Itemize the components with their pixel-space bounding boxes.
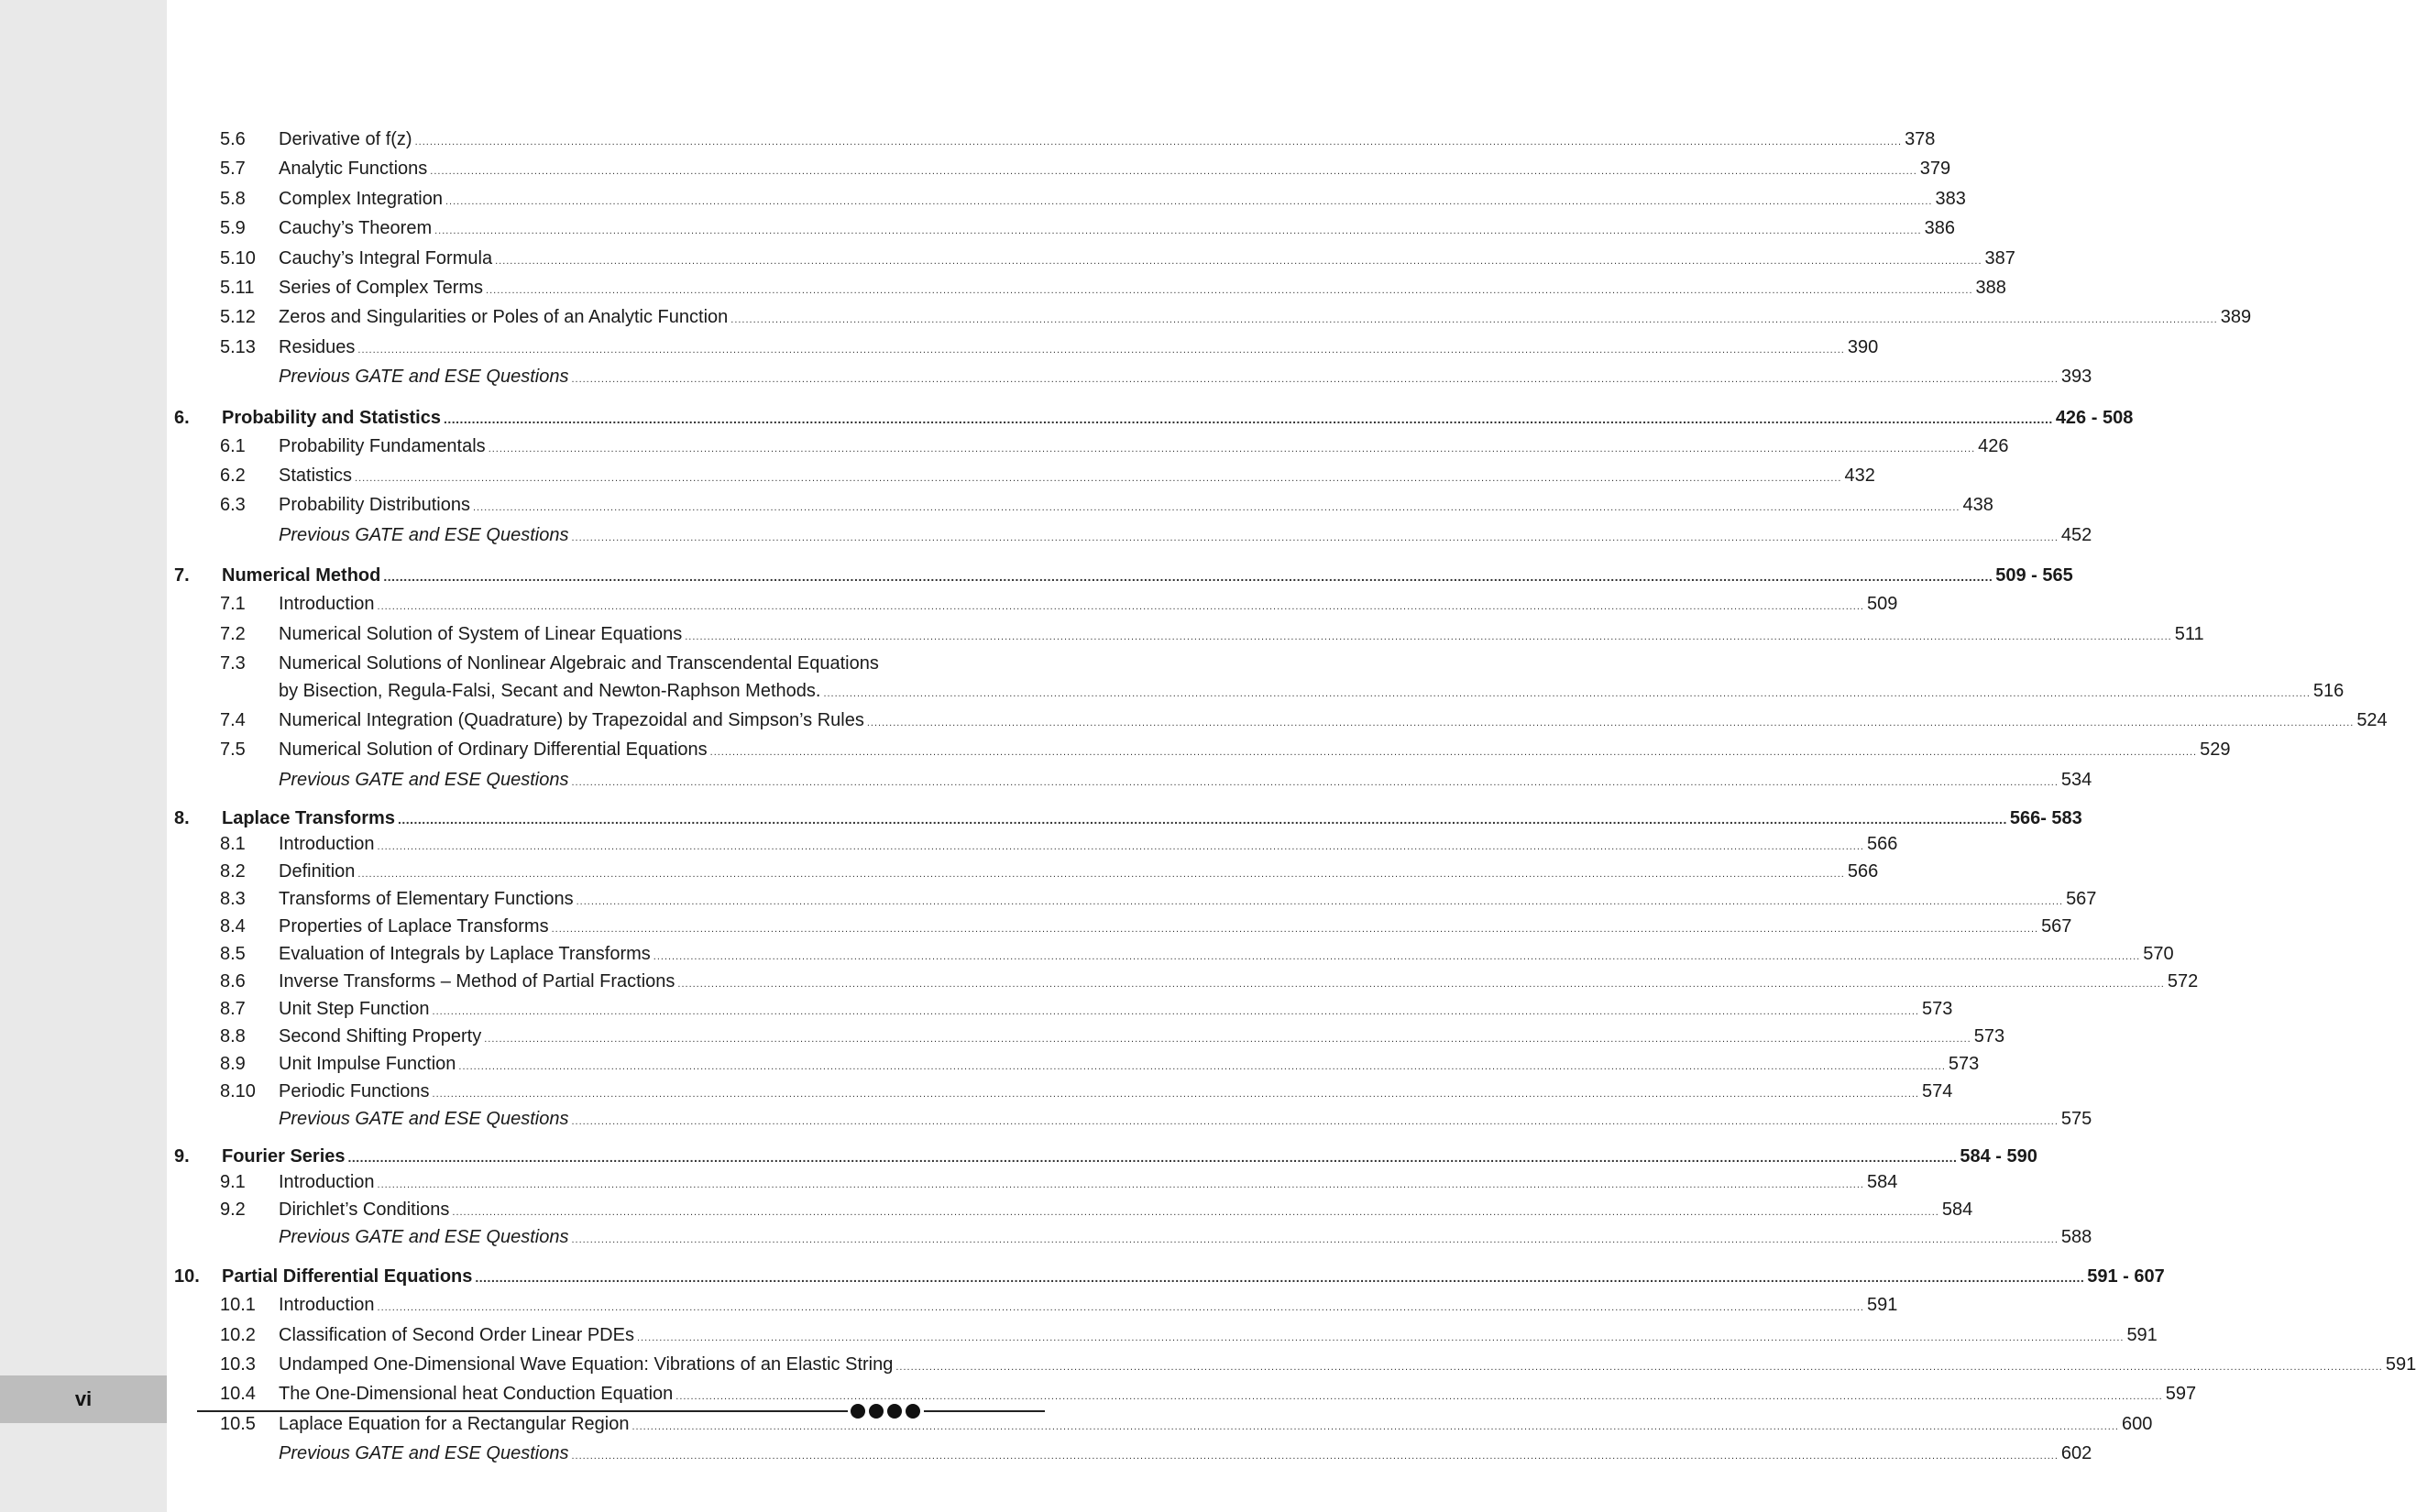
- section-title: Residues: [279, 336, 356, 357]
- section-number: 10.5: [220, 1413, 256, 1434]
- dot-leader: ................................................................................................................................................................................................................................................................................................................................................................................................................: [484, 1034, 1971, 1046]
- chapter-6: [174, 404, 2134, 553]
- toc-section-entry: [174, 1052, 1980, 1079]
- toc-section-entry: [174, 275, 2006, 304]
- section-title: Periodic Functions: [279, 1081, 430, 1102]
- previous-questions-entry: [174, 364, 2092, 393]
- section-number: 7.5: [220, 740, 246, 761]
- dot-leader: ................................................................................................................................................................................................................................................................................................................................................................................................................: [551, 924, 2039, 936]
- section-number: 6.2: [220, 466, 246, 487]
- section-title: Laplace Equation for a Rectangular Region: [279, 1413, 630, 1434]
- dot-leader: ................................................................................................................................................................................................................................................................................................................................................................................................................: [653, 951, 2141, 963]
- section-page: 567: [2066, 889, 2097, 910]
- previous-questions-entry: [174, 1441, 2092, 1470]
- section-number: 10.4: [220, 1384, 256, 1405]
- dot-leader: ................................................................................................................................................................................................................................................................................................................................................................................................................: [430, 166, 1917, 178]
- toc-section-entry: [174, 126, 1936, 156]
- footer-rule-left: [197, 1410, 848, 1412]
- section-number: 10.1: [220, 1295, 256, 1316]
- chapter-page-range: 566- 583: [2009, 808, 2082, 829]
- toc-section-entry: [174, 1381, 2197, 1410]
- chapter-7: [174, 562, 2388, 796]
- section-number: 9.2: [220, 1200, 246, 1221]
- section-page: 591: [2385, 1353, 2416, 1375]
- previous-questions-entry: [174, 522, 2092, 552]
- section-page: 524: [2356, 709, 2388, 730]
- toc-section-entry: [174, 246, 2015, 275]
- section-page: 386: [1924, 218, 1955, 239]
- dot-leader: ................................................................................................................................................................................................................................................................................................................................................................................................................: [685, 630, 2172, 642]
- dot-leader: ................................................................................................................................................................................................................................................................................................................................................................................................................: [347, 1150, 1958, 1166]
- section-title: Introduction: [279, 1295, 375, 1316]
- section-number: 6.1: [220, 435, 246, 456]
- section-page: 426: [1978, 435, 2009, 456]
- toc-chapter-entry: [174, 806, 2082, 832]
- dot-leader: ................................................................................................................................................................................................................................................................................................................................................................................................................: [357, 869, 1845, 881]
- section-title: Previous GATE and ESE Questions: [279, 524, 569, 545]
- toc-section-entry: [174, 591, 1898, 620]
- section-number: 5.8: [220, 188, 246, 209]
- section-page: 602: [2060, 1443, 2092, 1464]
- previous-questions-entry: [174, 1107, 2092, 1134]
- chapter-number: 8.: [174, 808, 190, 829]
- section-number: 8.4: [220, 916, 246, 937]
- chapter-title: Numerical Method: [222, 565, 381, 586]
- section-number: 7.1: [220, 594, 246, 615]
- toc-section-entry: [174, 970, 2199, 997]
- toc-chapter-entry: [174, 562, 2073, 591]
- section-title-continued: by Bisection, Regula-Falsi, Secant and Newton-Raphson Methods.: [279, 680, 821, 701]
- toc-section-entry: [174, 651, 2345, 707]
- dot-leader: ................................................................................................................................................................................................................................................................................................................................................................................................................: [397, 812, 2007, 827]
- section-number: 5.9: [220, 218, 246, 239]
- section-page: 588: [2060, 1227, 2092, 1248]
- chapter-page-range: 509 - 565: [1995, 565, 2073, 586]
- section-page: 393: [2060, 367, 2092, 388]
- section-number: 10.2: [220, 1324, 256, 1345]
- section-page: 516: [2312, 680, 2345, 701]
- chapter-title: Partial Differential Equations: [222, 1266, 473, 1287]
- section-page: 573: [1973, 1026, 2005, 1047]
- toc-section-entry: [174, 915, 2072, 942]
- footer-dot: [851, 1404, 865, 1419]
- section-number: 8.8: [220, 1026, 246, 1047]
- dot-leader: ................................................................................................................................................................................................................................................................................................................................................................................................................: [452, 1207, 1939, 1219]
- dot-leader: ................................................................................................................................................................................................................................................................................................................................................................................................................: [434, 225, 1922, 237]
- section-title: Probability Fundamentals: [279, 435, 486, 456]
- section-title-line2: [279, 678, 2344, 707]
- chapter-title: Fourier Series: [222, 1146, 346, 1167]
- toc-section-entry: [174, 621, 2204, 651]
- toc-section-entry: [174, 997, 1953, 1024]
- footer-ornament: [851, 1402, 920, 1420]
- dot-leader: ................................................................................................................................................................................................................................................................................................................................................................................................................: [443, 411, 2053, 426]
- dot-leader: ................................................................................................................................................................................................................................................................................................................................................................................................................: [571, 531, 2059, 543]
- section-number: 8.6: [220, 971, 246, 992]
- section-title: Introduction: [279, 594, 375, 615]
- dot-leader: ................................................................................................................................................................................................................................................................................................................................................................................................................: [445, 195, 1933, 207]
- toc-section-entry: [174, 1352, 2416, 1381]
- chapter-page-range: 584 - 590: [1960, 1146, 2037, 1167]
- section-title: Transforms of Elementary Functions: [279, 889, 574, 910]
- section-page: 567: [2041, 916, 2072, 937]
- chapter-number: 10.: [174, 1266, 200, 1287]
- toc-section-entry: [174, 492, 1993, 521]
- section-title: Probability Distributions: [279, 495, 470, 516]
- footer-dot: [887, 1404, 902, 1419]
- section-title: Derivative of f(z): [279, 129, 412, 149]
- section-number: 9.1: [220, 1172, 246, 1193]
- section-page: 570: [2143, 944, 2174, 965]
- toc-chapter-entry: [174, 1263, 2165, 1292]
- dot-leader: ................................................................................................................................................................................................................................................................................................................................................................................................................: [488, 443, 1976, 455]
- toc-section-entry: [174, 304, 2252, 334]
- section-number: 7.4: [220, 709, 246, 730]
- section-number: 8.3: [220, 889, 246, 910]
- section-title: Numerical Solution of System of Linear Equations: [279, 623, 683, 644]
- section-page: 575: [2060, 1109, 2092, 1130]
- section-page: 438: [1962, 495, 1993, 516]
- section-title: Numerical Solutions of Nonlinear Algebraic and Transcendental Equations: [279, 653, 879, 674]
- chapter-title: Probability and Statistics: [222, 407, 441, 428]
- section-title: Previous GATE and ESE Questions: [279, 1443, 569, 1464]
- section-number: 6.3: [220, 495, 246, 516]
- chapter-9: [174, 1145, 2092, 1253]
- chapter-number: 9.: [174, 1146, 190, 1167]
- section-number: 5.6: [220, 129, 246, 149]
- dot-leader: ................................................................................................................................................................................................................................................................................................................................................................................................................: [377, 841, 1864, 853]
- section-number: 8.5: [220, 944, 246, 965]
- dot-leader: ................................................................................................................................................................................................................................................................................................................................................................................................................: [355, 473, 1842, 485]
- section-title: Definition: [279, 861, 356, 882]
- chapter-8: [174, 806, 2199, 1134]
- section-title: Numerical Integration (Quadrature) by Trapezoidal and Simpson’s Rules: [279, 709, 864, 730]
- dot-leader: ................................................................................................................................................................................................................................................................................................................................................................................................................: [486, 285, 1973, 297]
- toc-section-entry: [174, 186, 1966, 215]
- footer-dot: [869, 1404, 884, 1419]
- previous-questions-entry: [174, 767, 2092, 796]
- dot-leader: ................................................................................................................................................................................................................................................................................................................................................................................................................: [730, 314, 2218, 326]
- section-number: 5.11: [220, 278, 255, 299]
- section-title: Unit Impulse Function: [279, 1054, 456, 1075]
- section-title: Analytic Functions: [279, 159, 428, 180]
- toc-section-entry: [174, 1024, 2005, 1052]
- dot-leader: ................................................................................................................................................................................................................................................................................................................................................................................................................: [636, 1331, 2125, 1343]
- section-page: 529: [2200, 740, 2231, 761]
- section-number: 10.3: [220, 1353, 256, 1375]
- dot-leader: ................................................................................................................................................................................................................................................................................................................................................................................................................: [495, 255, 1982, 267]
- section-page: 387: [1984, 247, 2015, 268]
- section-title: Dirichlet’s Conditions: [279, 1200, 450, 1221]
- section-title-block: [279, 651, 2344, 707]
- toc-section-entry: [174, 737, 2231, 766]
- section-page: 566: [1847, 861, 1879, 882]
- section-title: The One-Dimensional heat Conduction Equation: [279, 1384, 674, 1405]
- section-title: Evaluation of Integrals by Laplace Transforms: [279, 944, 651, 965]
- section-title: Zeros and Singularities or Poles of an Analytic Function: [279, 307, 729, 328]
- dot-leader: ................................................................................................................................................................................................................................................................................................................................................................................................................: [377, 1179, 1864, 1191]
- toc-section-entry: [174, 1322, 2158, 1352]
- section-page: 389: [2220, 307, 2252, 328]
- section-title: Unit Step Function: [279, 999, 430, 1020]
- section-title: Properties of Laplace Transforms: [279, 916, 549, 937]
- dot-leader: ................................................................................................................................................................................................................................................................................................................................................................................................................: [866, 717, 2355, 729]
- section-page: 566: [1866, 834, 1898, 855]
- dot-leader: ................................................................................................................................................................................................................................................................................................................................................................................................................: [709, 747, 2198, 759]
- section-title: Inverse Transforms – Method of Partial Fractions: [279, 971, 675, 992]
- section-page: 600: [2121, 1413, 2153, 1434]
- toc-section-entry: [174, 1170, 1898, 1198]
- section-page: 390: [1847, 336, 1879, 357]
- toc-section-entry: [174, 156, 1951, 185]
- section-number: 5.13: [220, 336, 256, 357]
- dot-leader: ................................................................................................................................................................................................................................................................................................................................................................................................................: [357, 344, 1845, 356]
- section-page: 509: [1866, 594, 1898, 615]
- dot-leader: ................................................................................................................................................................................................................................................................................................................................................................................................................: [472, 502, 1960, 514]
- section-page: 584: [1866, 1172, 1898, 1193]
- dot-leader: ................................................................................................................................................................................................................................................................................................................................................................................................................: [823, 687, 2311, 699]
- section-title: Cauchy’s Integral Formula: [279, 247, 493, 268]
- toc-section-entry: [174, 334, 1879, 364]
- section-page: 584: [1941, 1200, 1973, 1221]
- section-number: 5.7: [220, 159, 246, 180]
- toc-chapter-entry: [174, 1145, 2037, 1170]
- chapter-5-sections: [174, 126, 2252, 394]
- section-title: Introduction: [279, 834, 375, 855]
- toc-section-entry: [174, 1198, 1973, 1225]
- section-title: Second Shifting Property: [279, 1026, 482, 1047]
- dot-leader: ................................................................................................................................................................................................................................................................................................................................................................................................................: [432, 1089, 1919, 1101]
- section-title: Introduction: [279, 1172, 375, 1193]
- section-page: 432: [1844, 466, 1875, 487]
- section-page: 574: [1922, 1081, 1953, 1102]
- toc-section-entry: [174, 887, 2097, 915]
- section-title: Previous GATE and ESE Questions: [279, 1109, 569, 1130]
- page-label: vi: [74, 1387, 93, 1410]
- section-page: 591: [1866, 1295, 1898, 1316]
- section-number: 5.12: [220, 307, 256, 328]
- section-number: 8.2: [220, 861, 246, 882]
- section-number: 7.3: [220, 653, 246, 674]
- section-title: Previous GATE and ESE Questions: [279, 1227, 569, 1248]
- dot-leader: ................................................................................................................................................................................................................................................................................................................................................................................................................: [895, 1361, 2383, 1373]
- chapter-page-range: 426 - 508: [2055, 407, 2134, 428]
- section-title: Complex Integration: [279, 188, 443, 209]
- left-margin-band: [0, 0, 167, 1512]
- section-title: Cauchy’s Theorem: [279, 218, 433, 239]
- section-page: 573: [1948, 1054, 1980, 1075]
- dot-leader: ................................................................................................................................................................................................................................................................................................................................................................................................................: [571, 374, 2059, 386]
- dot-leader: ................................................................................................................................................................................................................................................................................................................................................................................................................: [377, 1302, 1864, 1314]
- section-page: 388: [1975, 278, 2006, 299]
- dot-leader: ................................................................................................................................................................................................................................................................................................................................................................................................................: [571, 1116, 2059, 1128]
- chapter-number: 7.: [174, 565, 190, 586]
- section-number: 8.9: [220, 1054, 246, 1075]
- section-page: 572: [2167, 971, 2199, 992]
- dot-leader: ................................................................................................................................................................................................................................................................................................................................................................................................................: [414, 137, 1903, 148]
- section-title: Statistics: [279, 466, 353, 487]
- section-page: 511: [2174, 623, 2204, 644]
- section-page: 534: [2060, 769, 2092, 790]
- toc-section-entry: [174, 215, 1955, 245]
- section-title: Classification of Second Order Linear PDEs: [279, 1324, 634, 1345]
- chapter-title: Laplace Transforms: [222, 808, 395, 829]
- dot-leader: ................................................................................................................................................................................................................................................................................................................................................................................................................: [571, 776, 2059, 788]
- dot-leader: ................................................................................................................................................................................................................................................................................................................................................................................................................: [475, 1270, 2085, 1286]
- dot-leader: ................................................................................................................................................................................................................................................................................................................................................................................................................: [571, 1451, 2059, 1463]
- dot-leader: ................................................................................................................................................................................................................................................................................................................................................................................................................: [675, 1391, 2163, 1403]
- section-page: 573: [1922, 999, 1953, 1020]
- chapter-number: 6.: [174, 407, 190, 428]
- toc-section-entry: [174, 1411, 2153, 1441]
- chapter-page-range: 591 - 607: [2087, 1266, 2165, 1287]
- toc-section-entry: [174, 1292, 1898, 1321]
- section-page: 378: [1905, 129, 1936, 149]
- dot-leader: ................................................................................................................................................................................................................................................................................................................................................................................................................: [677, 979, 2165, 991]
- toc-section-entry: [174, 1079, 1953, 1107]
- toc-section-entry: [174, 860, 1879, 887]
- section-page: 597: [2165, 1384, 2197, 1405]
- dot-leader: ................................................................................................................................................................................................................................................................................................................................................................................................................: [576, 896, 2064, 908]
- dot-leader: ................................................................................................................................................................................................................................................................................................................................................................................................................: [432, 1006, 1919, 1018]
- page-number-tab: [0, 1375, 167, 1423]
- footer-dot: [906, 1404, 920, 1419]
- toc-section-entry: [174, 433, 2009, 463]
- table-of-contents: [174, 126, 2416, 1471]
- dot-leader: ................................................................................................................................................................................................................................................................................................................................................................................................................: [377, 601, 1864, 613]
- section-title: Previous GATE and ESE Questions: [279, 769, 569, 790]
- section-page: 383: [1935, 188, 1966, 209]
- section-number: 7.2: [220, 623, 246, 644]
- toc-section-entry: [174, 707, 2388, 737]
- section-title: Previous GATE and ESE Questions: [279, 367, 569, 388]
- dot-leader: ................................................................................................................................................................................................................................................................................................................................................................................................................: [571, 1234, 2059, 1246]
- toc-section-entry: [174, 942, 2174, 970]
- previous-questions-entry: [174, 1225, 2092, 1253]
- section-number: 8.7: [220, 999, 246, 1020]
- toc-chapter-entry: [174, 404, 2134, 433]
- toc-section-entry: [174, 463, 1875, 492]
- section-number: 8.10: [220, 1081, 256, 1102]
- footer-rule-right: [924, 1410, 1045, 1412]
- chapter-10: [174, 1263, 2416, 1470]
- section-page: 379: [1919, 159, 1951, 180]
- section-title: Undamped One-Dimensional Wave Equation: Vibrations of an Elastic String: [279, 1353, 894, 1375]
- dot-leader: ................................................................................................................................................................................................................................................................................................................................................................................................................: [631, 1420, 2119, 1432]
- section-number: 5.10: [220, 247, 256, 268]
- section-page: 452: [2060, 524, 2092, 545]
- dot-leader: ................................................................................................................................................................................................................................................................................................................................................................................................................: [458, 1061, 1946, 1073]
- section-title: Series of Complex Terms: [279, 278, 484, 299]
- dot-leader: ................................................................................................................................................................................................................................................................................................................................................................................................................: [383, 569, 1993, 585]
- toc-section-entry: [174, 832, 1898, 860]
- section-page: 591: [2126, 1324, 2158, 1345]
- section-number: 8.1: [220, 834, 246, 855]
- section-title: Numerical Solution of Ordinary Differential Equations: [279, 740, 708, 761]
